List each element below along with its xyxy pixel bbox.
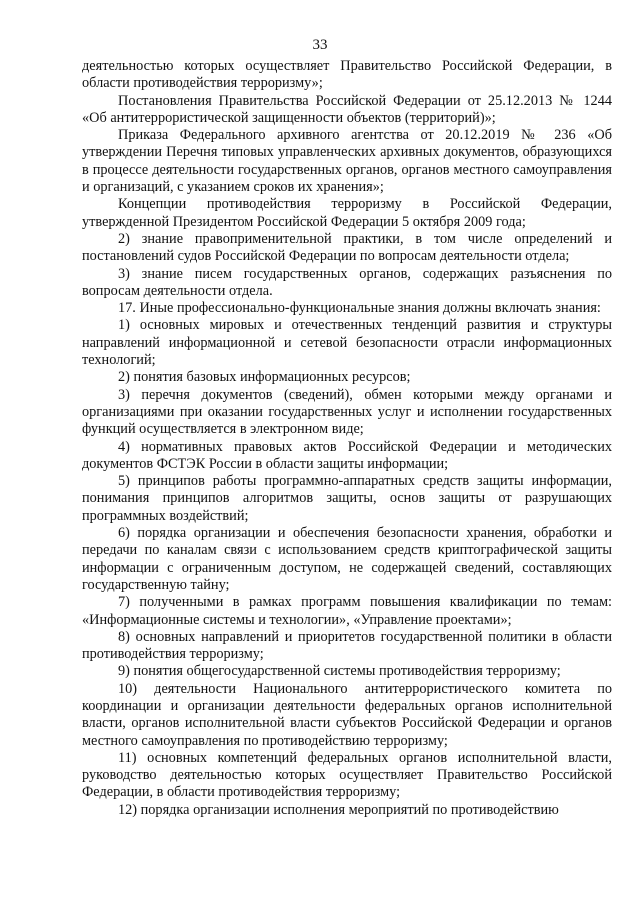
paragraph-decree-1244: Постановления Правительства Российской Федерации от 25.12.2013 № 1244 «Об антитеррористической защищенности объектов (территорий)»;: [82, 92, 612, 126]
list-item-1: 1) основных мировых и отечественных тенденций развития и структуры направлений информационной и сетевой безопасности отрасли информационных технологий;: [82, 317, 612, 369]
list-item-11: 11) основных компетенций федеральных органов исполнительной власти, руководство деятельностью которых осуществляет Правительство Российской Федерации, в области противодействия терроризму;: [82, 749, 612, 801]
list-item-12: 12) порядка организации исполнения мероприятий по противодействию: [118, 801, 559, 818]
paragraph-item-3-letters: 3) знание писем государственных органов, содержащих разъяснения по вопросам деятельности отдела.: [82, 265, 612, 299]
list-item-2: 2) понятия базовых информационных ресурсов;: [118, 369, 411, 386]
list-item-5: 5) принципов работы программно-аппаратных средств защиты информации, понимания принципов алгоритмов защиты, основ защиты от разрушающих программных воздействий;: [82, 473, 612, 524]
list-item-6: 6) порядка организации и обеспечения безопасности хранения, обработки и передачи по каналам связи с использованием средств криптографической защиты информации с ограниченным доступом, не содержащей сведений, составляющих государственную тайну;: [82, 525, 612, 593]
list-item-9: 9) понятия общегосударственной системы противодействия терроризму;: [118, 663, 561, 680]
paragraph-item-2-law-practice: 2) знание правоприменительной практики, в том числе определений и постановлений судов Российской Федерации по вопросам деятельности отдела;: [82, 230, 612, 265]
page-number: 33: [312, 37, 328, 53]
document-body: [82, 58, 612, 819]
list-item-8: 8) основных направлений и приоритетов государственной политики в области противодействия терроризму;: [82, 628, 612, 663]
list-item-4: 4) нормативных правовых актов Российской Федерации и методических документов ФСТЭК России в области защиты информации;: [82, 438, 612, 472]
paragraph-counter-terrorism-concept: Концепции противодействия терроризму в Российской Федерации, утвержденной Президентом Российской Федерации 5 октября 2009 года;: [82, 196, 612, 230]
paragraph-section-17: 17. Иные профессионально-функциональные знания должны включать знания:: [118, 300, 601, 317]
list-item-3: 3) перечня документов (сведений), обмен которыми между органами и организациями при оказании государственных услуг и исполнении государственных функций осуществляется в электронном виде;: [82, 386, 612, 438]
list-item-7: 7) полученными в рамках программ повышения квалификации по темам: «Информационные системы и технологии», «Управление проектами»;: [82, 594, 612, 628]
paragraph-continuation: деятельностью которых осуществляет Правительство Российской Федерации, в области противодействия терроризму»;: [82, 58, 612, 92]
list-item-10: 10) деятельности Национального антитеррористического комитета по координации и организации деятельности федеральных органов исполнительной власти, органов исполнительной власти субъектов Российской Федерации и органов местного самоуправления по противодействию терроризму;: [82, 680, 612, 749]
paragraph-archive-order-236: Приказа Федерального архивного агентства от 20.12.2019 № 236 «Об утверждении Перечня типовых управленческих архивных документов, образующихся в процессе деятельности государственных органов, органов местного самоуправления и организаций, с указанием сроков их хранения»;: [82, 127, 612, 196]
